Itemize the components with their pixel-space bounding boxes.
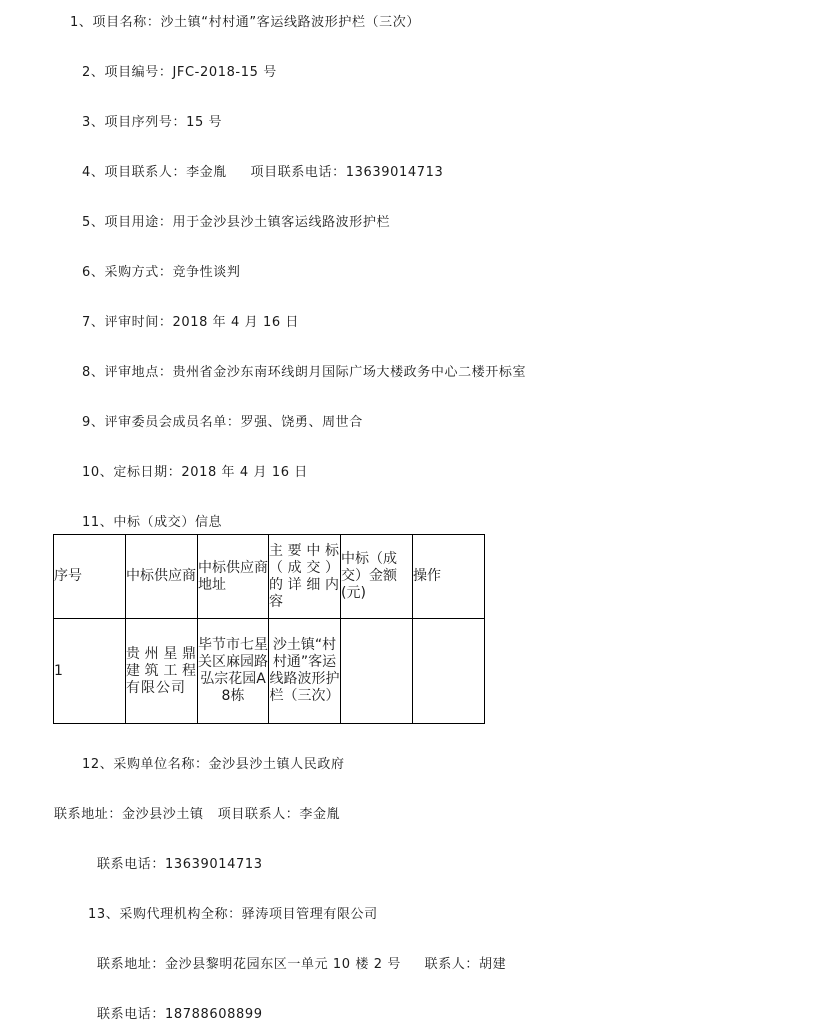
header-supplier: 中标供应商: [126, 535, 198, 619]
agency-phone: 联系电话：18788608899: [97, 1007, 263, 1022]
item-review-time: 7、评审时间：2018 年 4 月 16 日: [82, 315, 300, 330]
item-project-serial: 3、项目序列号：15 号: [82, 115, 223, 130]
table-row: [54, 619, 485, 724]
cell-content: 沙土镇“村村通”客运线路波形护栏（三次）: [269, 619, 341, 724]
header-content: 主要中标（成交）的详细内容: [269, 535, 341, 619]
header-seq: 序号: [54, 535, 126, 619]
item-agency-name: 13、采购代理机构全称：驿涛项目管理有限公司: [88, 907, 378, 922]
item-procurement-method: 6、采购方式：竞争性谈判: [82, 265, 241, 280]
item-project-contact: 4、项目联系人：李金胤 项目联系电话：13639014713: [82, 165, 444, 180]
cell-amount: [341, 619, 413, 724]
table-header-row: [54, 535, 485, 619]
cell-address: 毕节市七星关区麻园路弘宗花园A8栋: [198, 619, 269, 724]
item-project-purpose: 5、项目用途：用于金沙县沙土镇客运线路波形护栏: [82, 215, 391, 230]
cell-seq: 1: [54, 619, 126, 724]
item-award-info-heading: 11、中标（成交）信息: [82, 515, 223, 530]
header-action: 操作: [413, 535, 485, 619]
award-table: [53, 534, 485, 724]
header-amount: 中标（成交）金额(元): [341, 535, 413, 619]
cell-action[interactable]: [413, 619, 485, 724]
item-purchaser-name: 12、采购单位名称：金沙县沙土镇人民政府: [82, 757, 345, 772]
cell-supplier: 贵州星鼎建筑工程有限公司: [126, 619, 198, 724]
purchaser-phone: 联系电话：13639014713: [97, 857, 263, 872]
header-address: 中标供应商地址: [198, 535, 269, 619]
item-project-name: 1、项目名称：沙土镇“村村通”客运线路波形护栏（三次）: [70, 15, 420, 30]
item-award-date: 10、定标日期：2018 年 4 月 16 日: [82, 465, 308, 480]
item-review-committee: 9、评审委员会成员名单：罗强、饶勇、周世合: [82, 415, 363, 430]
item-project-number: 2、项目编号：JFC-2018-15 号: [82, 65, 277, 80]
item-review-location: 8、评审地点：贵州省金沙东南环线朗月国际广场大楼政务中心二楼开标室: [82, 365, 527, 380]
purchaser-address: 联系地址：金沙县沙土镇 项目联系人：李金胤: [54, 807, 341, 822]
agency-address: 联系地址：金沙县黎明花园东区一单元 10 楼 2 号 联系人：胡建: [97, 957, 507, 972]
